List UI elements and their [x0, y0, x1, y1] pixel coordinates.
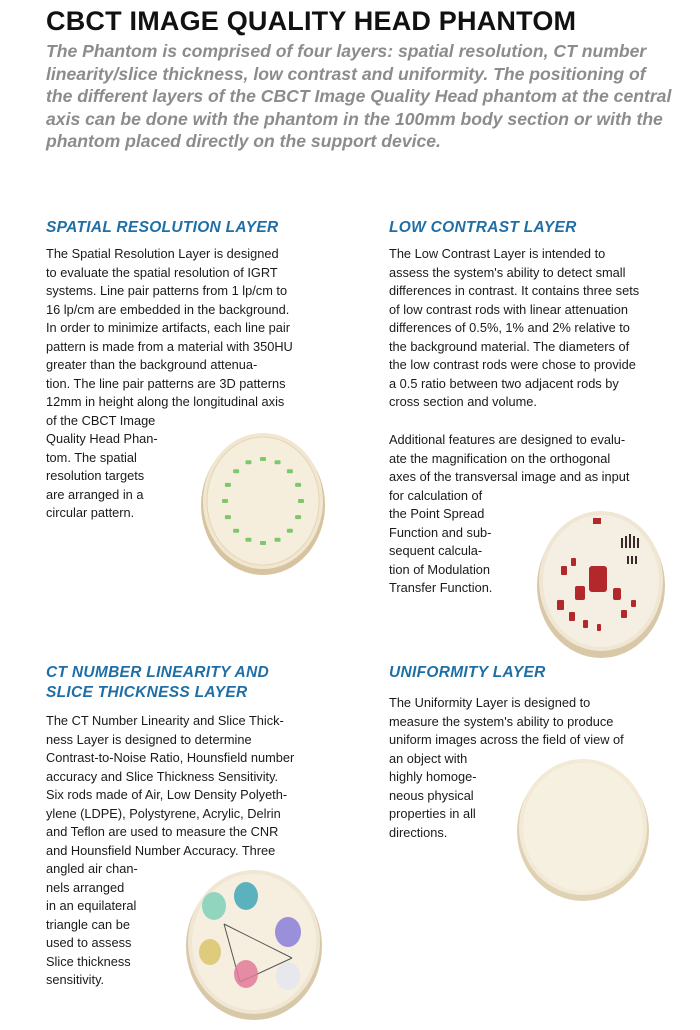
text-line: triangle can be	[46, 916, 130, 932]
text-line: and Teflon are used to measure the CNR	[46, 824, 279, 839]
text-line: used to assess	[46, 935, 132, 950]
text-line: In order to minimize artifacts, each line pair	[46, 320, 290, 335]
text-line: measure the system's ability to produce	[389, 713, 614, 729]
text-line: pattern is made from a material with 350HU	[46, 338, 293, 354]
text-line: Slice thickness	[46, 953, 131, 969]
text-line: Additional features are designed to evalu-	[389, 432, 626, 447]
spatial-resolution-phantom-image	[196, 425, 330, 577]
text-line: an object with	[389, 750, 468, 766]
text-line: of low contrast rods with linear attenuation	[389, 301, 629, 317]
text-line: Contrast-to-Noise Ratio, Hounsfield number	[46, 750, 295, 765]
text-line: a 0.5 ratio between two adjacent rods by	[389, 375, 619, 391]
text-line: cross section and volume.	[389, 394, 537, 409]
ct-number-heading-line1: CT NUMBER LINEARITY AND	[46, 664, 270, 681]
text-line: sequent calcula-	[389, 543, 483, 558]
text-line: the low contrast rods were chose to provide	[389, 357, 636, 372]
line-pair-pattern	[295, 515, 301, 519]
text-line: differences in contrast. It contains three sets	[389, 283, 640, 298]
text-line: sensitivity.	[46, 972, 105, 987]
text-line: The Low Contrast Layer is intended to	[389, 246, 606, 261]
line-pair-pattern	[275, 460, 281, 464]
line-pair-pattern	[298, 499, 304, 503]
low-contrast-phantom-image	[531, 500, 671, 662]
text-line: differences of 0.5%, 1% and 2% relative to	[389, 320, 630, 335]
text-line: tion of Modulation	[389, 561, 491, 577]
text-line: circular pattern.	[46, 505, 135, 520]
text-line: highly homoge-	[389, 769, 477, 784]
text-line: Six rods made of Air, Low Density Polyeth-	[46, 787, 288, 802]
line-pair-pattern	[225, 515, 231, 519]
page-title: CBCT IMAGE QUALITY HEAD PHANTOM	[46, 6, 577, 36]
text-line: accuracy and Slice Thickness Sensitivity.	[46, 768, 279, 784]
line-pair-pattern	[275, 538, 281, 542]
text-line: in an equilateral	[46, 898, 137, 913]
low-contrast-text	[389, 245, 689, 412]
text-line: tom. The spatial	[46, 449, 137, 465]
line-pair-pattern	[245, 538, 251, 542]
text-line: neous physical	[389, 787, 474, 803]
text-line: axes of the transversal image and as input	[389, 469, 630, 484]
ct-number-heading-line2: SLICE THICKNESS LAYER	[46, 684, 248, 701]
text-line: and Hounsfield Number Accuracy. Three	[46, 842, 276, 858]
text-line: the background material. The diameters of	[389, 338, 630, 354]
text-line: Function and sub-	[389, 524, 492, 540]
text-line: directions.	[389, 824, 448, 840]
text-line: The Spatial Resolution Layer is designed	[46, 246, 279, 261]
text-line: resolution targets	[46, 468, 145, 483]
intro-paragraph: The Phantom is comprised of four layers: spatial resolution, CT number linearity/slice thickness, low contrast and uniformity. The positioning of the different layers of the CBCT Image Quality Head phantom at the central axis can be done with the phantom in the 100mm body section or with the phantom placed directly on the support device.	[46, 41, 672, 151]
line-pair-pattern	[222, 499, 228, 503]
text-line: the Point Spread	[389, 506, 485, 521]
text-line: angled air chan-	[46, 861, 138, 876]
text-line: are arranged in a	[46, 486, 144, 502]
text-line: ylene (LDPE), Polystyrene, Acrylic, Delrin	[46, 805, 281, 821]
line-pair-pattern	[260, 457, 266, 461]
text-line: of the CBCT Image	[46, 412, 156, 428]
text-line: nels arranged	[46, 879, 125, 895]
text-line: tion. The line pair patterns are 3D patterns	[46, 375, 286, 391]
text-line: 12mm in height along the longitudinal axis	[46, 394, 285, 409]
low-contrast-heading: LOW CONTRAST LAYER	[389, 219, 577, 236]
uniformity-heading: UNIFORMITY LAYER	[389, 664, 546, 681]
text-line: uniform images across the field of view of	[389, 732, 624, 747]
uniformity-phantom-image	[510, 752, 656, 904]
line-pair-pattern	[295, 483, 301, 487]
line-pair-pattern	[260, 541, 266, 545]
text-line: greater than the background attenua-	[46, 357, 258, 372]
text-line: Transfer Function.	[389, 580, 493, 595]
text-line: to evaluate the spatial resolution of IGRT	[46, 264, 278, 280]
text-line: systems. Line pair patterns from 1 lp/cm to	[46, 283, 288, 298]
text-line: The CT Number Linearity and Slice Thick-	[46, 713, 284, 728]
text-line: ness Layer is designed to determine	[46, 731, 252, 747]
text-line: for calculation of	[389, 487, 483, 503]
line-pair-pattern	[287, 469, 293, 473]
line-pair-pattern	[245, 460, 251, 464]
line-pair-pattern	[225, 483, 231, 487]
text-line: assess the system's ability to detect small	[389, 264, 626, 280]
text-line: 16 lp/cm are embedded in the background.	[46, 301, 290, 317]
text-line: The Uniformity Layer is designed to	[389, 695, 591, 710]
text-line: properties in all	[389, 806, 476, 821]
spatial-resolution-heading: SPATIAL RESOLUTION LAYER	[46, 219, 279, 236]
text-line: Quality Head Phan-	[46, 431, 158, 446]
line-pair-pattern	[233, 469, 239, 473]
ct-number-phantom-image	[180, 862, 328, 1022]
line-pair-pattern	[287, 529, 293, 533]
text-line: ate the magnification on the orthogonal	[389, 450, 611, 466]
line-pair-pattern	[233, 529, 239, 533]
